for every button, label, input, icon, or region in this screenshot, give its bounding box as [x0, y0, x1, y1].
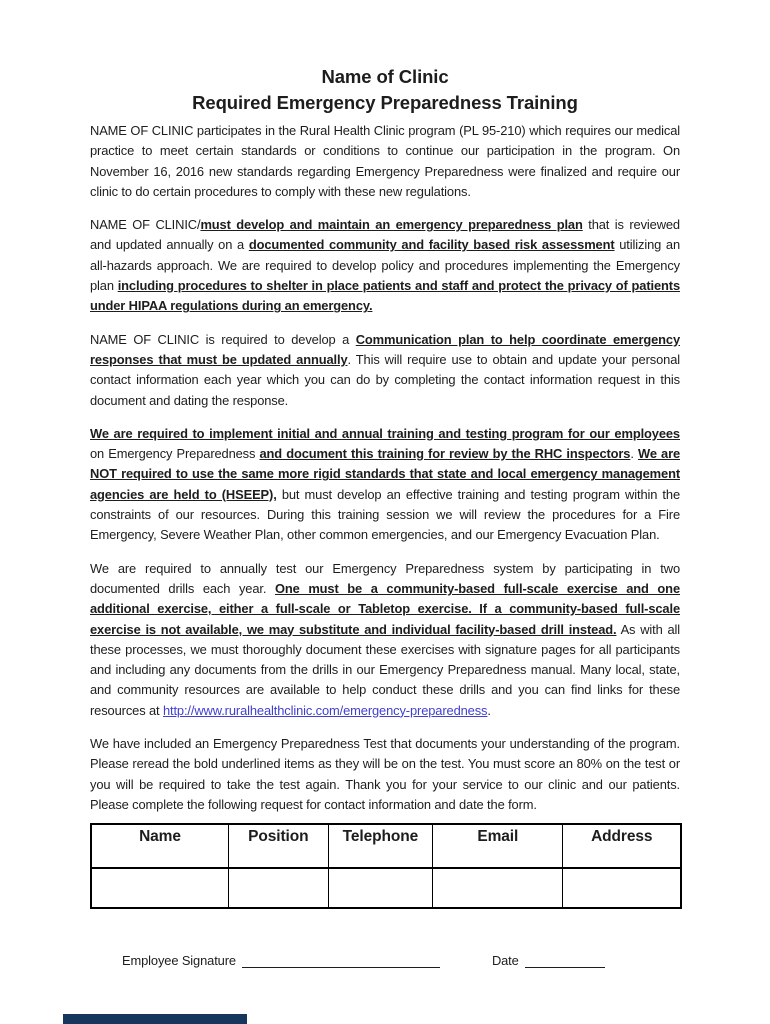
text-run: .: [630, 446, 638, 462]
column-header-position: Position: [228, 824, 328, 868]
column-header-address: Address: [563, 824, 681, 868]
name-cell[interactable]: [91, 868, 228, 908]
text-run: must develop and maintain an emergency preparedness plan: [200, 217, 583, 233]
text-run: Communication plan to help coordinate emergency responses that must be updated annually: [90, 331, 681, 367]
text-run: but must develop an effective training and testing program within the constraints of our resources. During this training session we will review the procedures for a Fire Emergency, Severe Weather Plan, other common emergencies, and our Emergency Evacuation Plan.: [90, 486, 680, 543]
text-run: .: [487, 702, 491, 718]
text-run: that is reviewed and updated annually on a: [90, 217, 680, 253]
document-content: [90, 64, 680, 968]
column-header-name: Name: [91, 824, 228, 868]
text-run: on Emergency Preparedness: [90, 446, 260, 462]
text-run: including procedures to shelter in place patients and staff and protect the privacy of patients under HIPAA regulations during an emergency.: [90, 278, 681, 314]
text-run: utilizing an all-hazards approach. We are required to develop policy and procedures implementing the Emergency plan: [90, 237, 680, 294]
paragraph: [90, 734, 680, 815]
text-run: We are required to implement initial and annual training and testing program for our employees: [90, 425, 680, 441]
paragraph: [90, 215, 680, 316]
email-cell[interactable]: [433, 868, 563, 908]
contact-info-table: [90, 823, 682, 909]
employee-signature-line[interactable]: [242, 953, 440, 968]
paragraph: [90, 559, 680, 721]
address-cell[interactable]: [563, 868, 681, 908]
text-run: We are required to annually test our Emergency Preparedness system by participating in two documented drills each year.: [90, 560, 680, 596]
text-run: and document this training for review by the RHC inspectors: [259, 446, 631, 462]
column-header-telephone: Telephone: [328, 824, 432, 868]
bottom-progress-bar: [63, 1014, 247, 1024]
table-row: [91, 868, 681, 908]
table-header-row: [91, 824, 681, 868]
document-title: Required Emergency Preparedness Training: [192, 92, 578, 113]
emergency-preparedness-link[interactable]: http://www.ruralhealthclinic.com/emergency-preparedness: [162, 702, 488, 718]
text-run: NAME OF CLINIC participates in the Rural Health Clinic program (PL 95-210) which requires our medical practice to meet certain standards or conditions to continue our participation in the program. On November 16, 2016 new standards regarding Emergency Preparedness were finalized and require our clinic to do certain procedures to comply with these new regulations.: [90, 123, 680, 199]
text-run: We have included an Emergency Preparedness Test that documents your understanding of the program. Please reread the bold underlined items as they will be on the test. You must score an 80% on the test or you will be required to take the test again. Thank you for your service to our clinic and our patients. Please complete the following request for contact information and date the form.: [90, 736, 680, 812]
position-cell[interactable]: [228, 868, 328, 908]
document-header: [90, 64, 680, 116]
telephone-cell[interactable]: [328, 868, 432, 908]
signature-section: [90, 953, 680, 968]
date-line[interactable]: [525, 953, 605, 968]
paragraph: [90, 330, 680, 411]
text-run: We are NOT required to use the same more rigid standards that state and local emergency management agencies are held to (HSEEP),: [90, 446, 681, 502]
text-run: . This will require use to obtain and update your personal contact information each year which you can do by completing the contact information request in this document and dating the response.: [90, 351, 680, 408]
text-run: One must be a community-based full-scale exercise and one additional exercise, either a full-scale or Tabletop exercise. If a community-based full-scale exercise is not available, we may substitute and individual facility-based drill instead.: [90, 580, 680, 637]
paragraphs: [90, 121, 680, 815]
paragraph: [90, 424, 680, 546]
text-run: As with all these processes, we must thoroughly document these exercises with signature pages for all participants and including any documents from the drills in our Emergency Preparedness manual. Many local, state, and community resources are available to help conduct these drills and you can find links for these resources at: [90, 621, 680, 718]
text-run: documented community and facility based risk assessment: [248, 237, 615, 253]
column-header-email: Email: [433, 824, 563, 868]
text-run: NAME OF CLINIC/: [90, 217, 201, 233]
paragraph: [90, 121, 680, 202]
date-label: Date: [491, 953, 519, 969]
clinic-name-title: Name of Clinic: [321, 66, 449, 87]
text-run: NAME OF CLINIC is required to develop a: [90, 331, 356, 347]
employee-signature-label: Employee Signature: [122, 953, 236, 969]
